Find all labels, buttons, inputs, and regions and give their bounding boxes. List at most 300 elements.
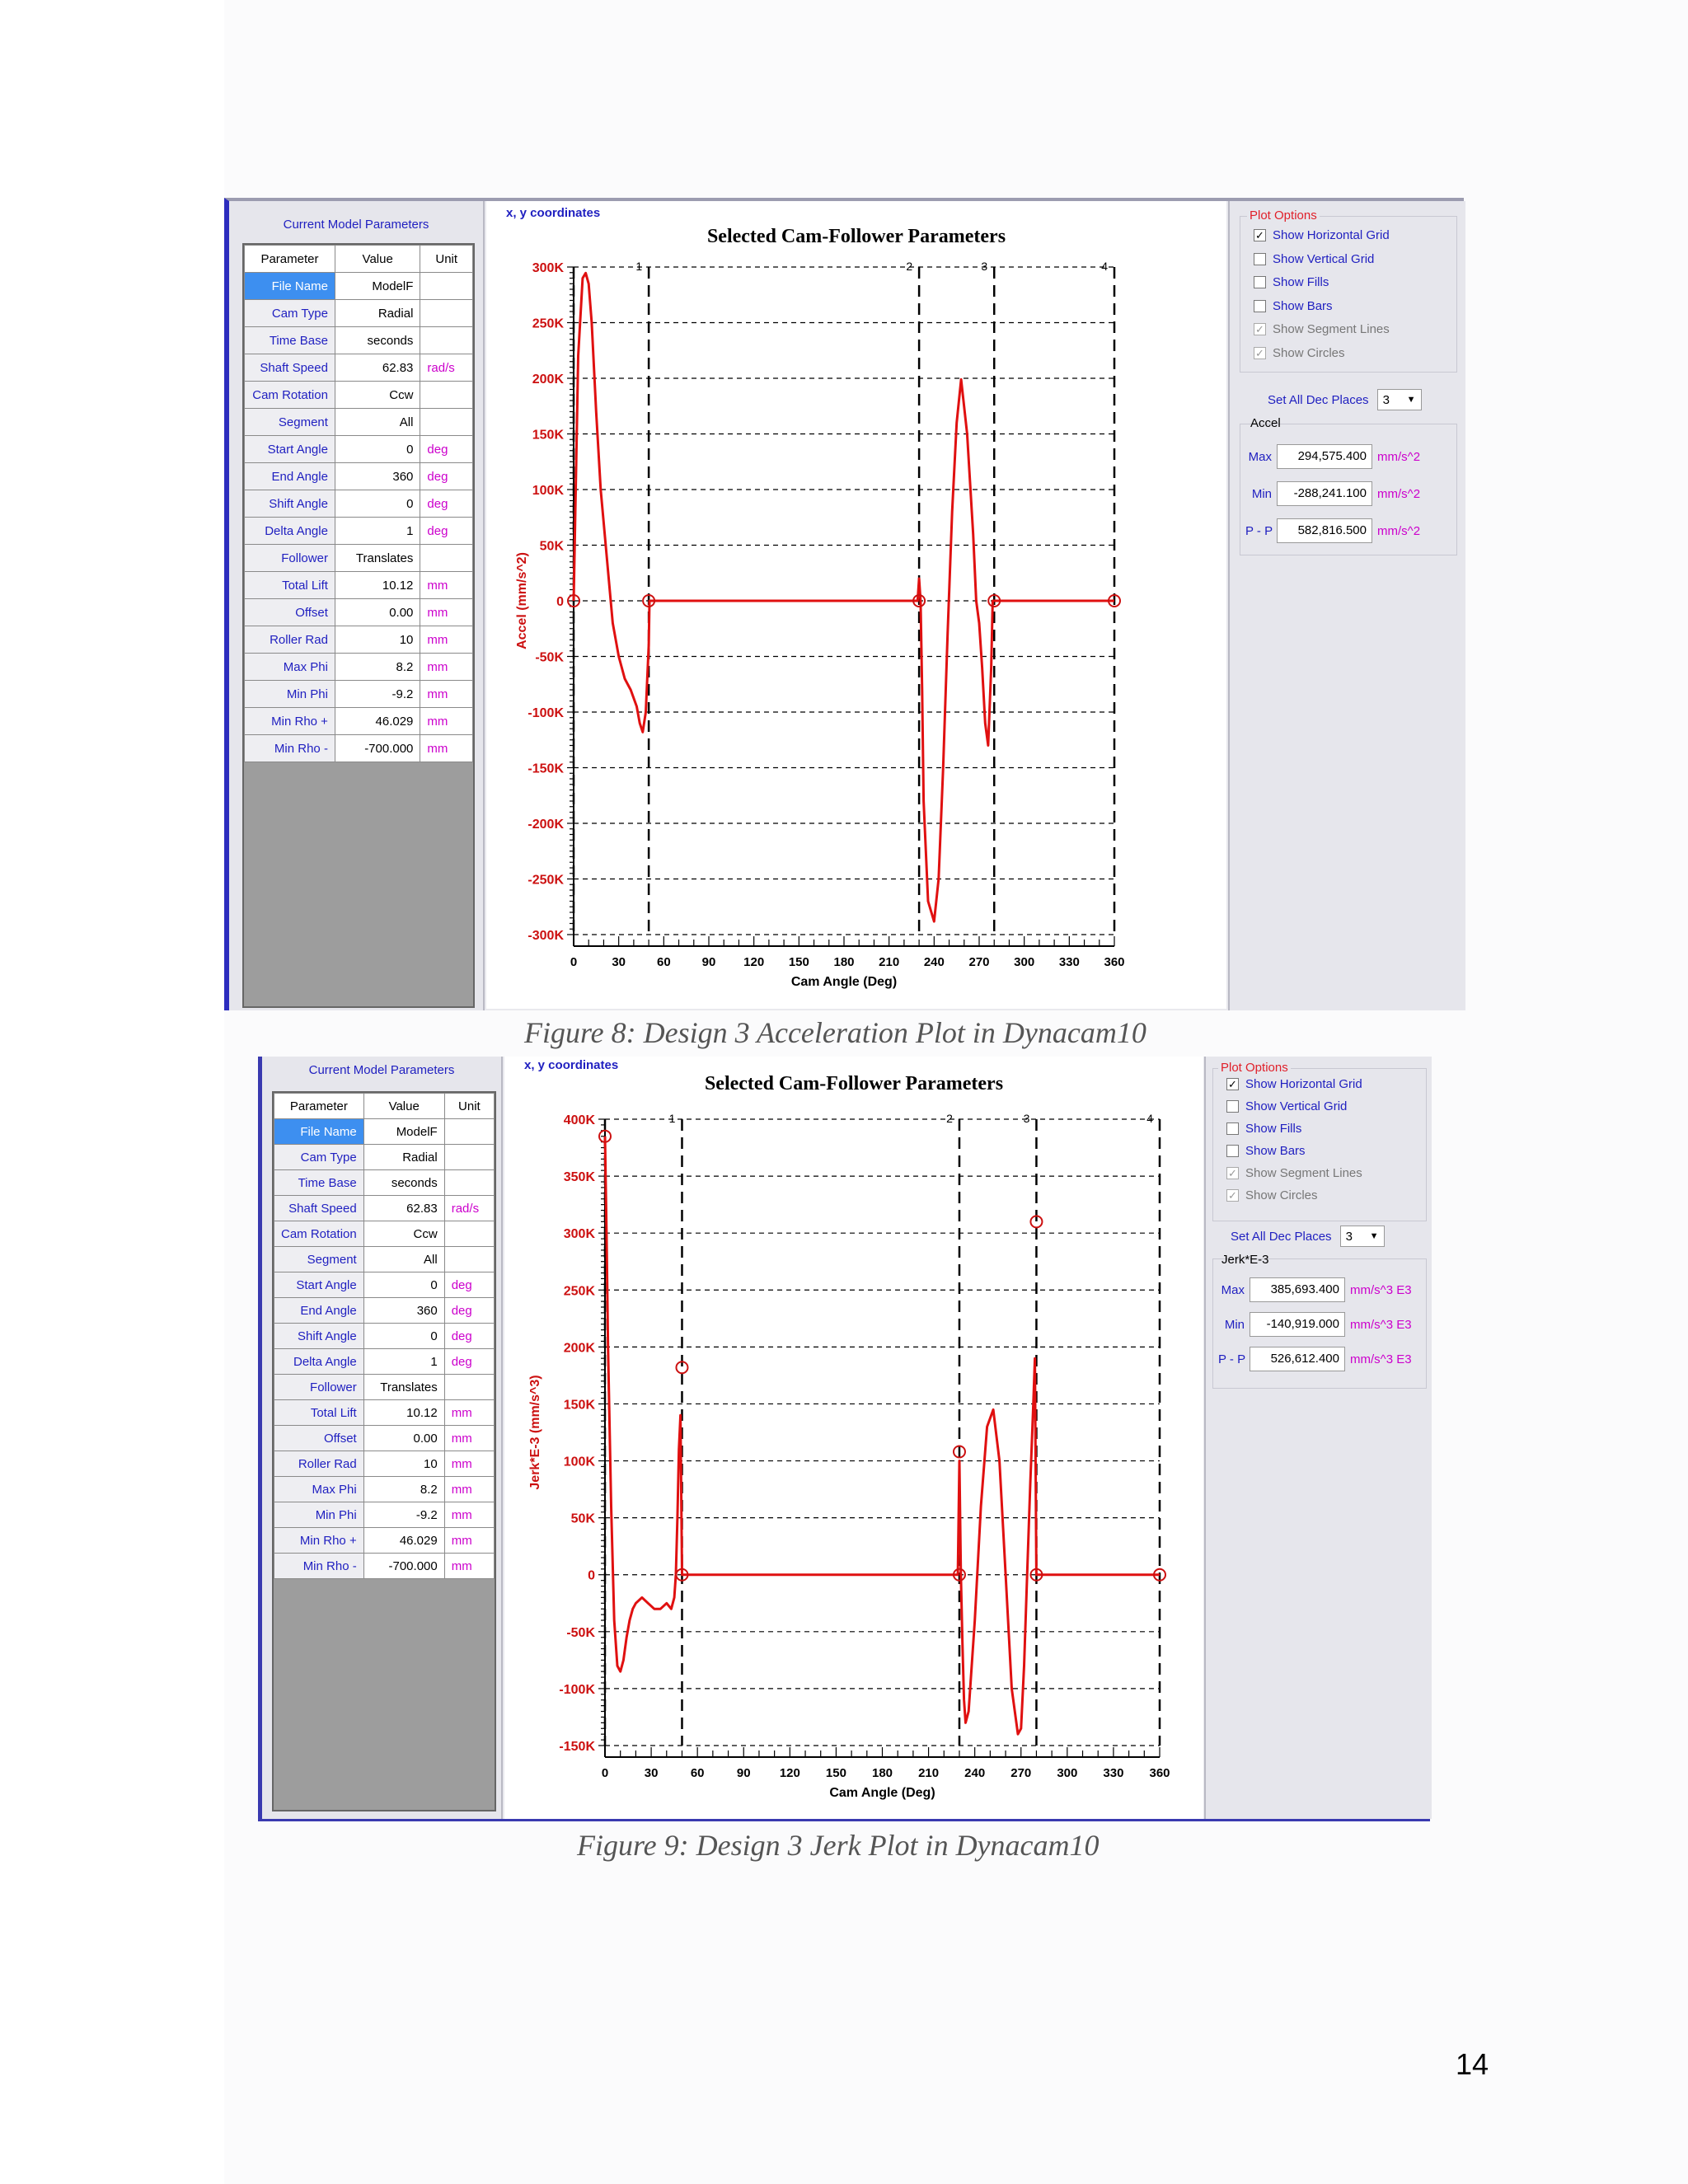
x-tick-label: 30: [612, 955, 626, 969]
param-name: Start Angle: [274, 1272, 364, 1298]
param-unit: [444, 1247, 494, 1272]
option-label: Show Horizontal Grid: [1245, 1077, 1362, 1091]
table-row[interactable]: [245, 327, 473, 354]
param-unit: [444, 1375, 494, 1400]
option-checkbox[interactable]: [1226, 1077, 1362, 1091]
y-tick-label: 400K: [563, 1113, 595, 1127]
acceleration-chart: [486, 201, 1226, 1009]
x-axis-label: Cam Angle (Deg): [790, 975, 898, 989]
param-unit: deg: [420, 463, 473, 490]
stat-unit: mm/s^2: [1377, 449, 1421, 464]
x-tick-label: 270: [968, 955, 990, 969]
y-tick-label: 300K: [563, 1227, 595, 1242]
param-unit: deg: [420, 490, 473, 518]
y-tick-label: 0: [556, 595, 564, 609]
option-checkbox[interactable]: [1254, 275, 1329, 289]
y-tick-label: 100K: [563, 1455, 595, 1469]
option-checkbox[interactable]: [1254, 252, 1374, 266]
param-unit: deg: [444, 1272, 494, 1298]
checkbox-empty-icon[interactable]: [1226, 1145, 1239, 1157]
checkbox-empty-icon[interactable]: [1254, 276, 1266, 288]
param-name: Shaft Speed: [274, 1196, 364, 1221]
x-tick-label: 30: [644, 1766, 659, 1780]
model-parameters-title: Current Model Parameters: [308, 1063, 455, 1077]
stat-value[interactable]: -140,919.000: [1250, 1312, 1345, 1337]
param-unit: mm: [420, 626, 473, 654]
param-name: Roller Rad: [274, 1451, 364, 1477]
param-value: 0.00: [363, 1426, 444, 1451]
stat-unit: mm/s^3 E3: [1350, 1282, 1412, 1297]
x-tick-label: 330: [1103, 1766, 1124, 1780]
param-value: ModelF: [363, 1119, 444, 1145]
checkbox-empty-icon[interactable]: [1254, 253, 1266, 265]
chevron-down-icon: ▼: [1369, 1231, 1379, 1241]
table-row[interactable]: [274, 1170, 495, 1196]
stat-row: [1218, 1312, 1412, 1337]
param-unit: deg: [420, 436, 473, 463]
param-value: All: [363, 1247, 444, 1272]
table-row[interactable]: [274, 1298, 495, 1324]
table-row[interactable]: [274, 1426, 495, 1451]
y-tick-label: 150K: [563, 1398, 595, 1413]
table-row[interactable]: [245, 382, 473, 409]
x-tick-label: 330: [1058, 955, 1080, 969]
stat-row: [1218, 1277, 1412, 1302]
stat-label: Min: [1251, 486, 1272, 501]
x-tick-label: 120: [779, 1766, 800, 1780]
param-name: Segment: [274, 1247, 364, 1272]
column-header: Unit: [420, 246, 473, 273]
param-unit: [444, 1221, 494, 1247]
param-name: Total Lift: [274, 1400, 364, 1426]
param-value: Translates: [335, 545, 420, 572]
param-name: Delta Angle: [274, 1349, 364, 1375]
option-label: Show Circles: [1245, 1188, 1318, 1202]
param-name: File Name: [274, 1119, 364, 1145]
checkbox-checked-icon[interactable]: ✓: [1226, 1078, 1239, 1090]
option-checkbox[interactable]: [1226, 1166, 1362, 1180]
x-tick-label: 60: [690, 1766, 705, 1780]
y-tick-label: -50K: [566, 1625, 595, 1640]
table-row[interactable]: [274, 1272, 495, 1298]
param-name: Min Rho -: [245, 735, 335, 762]
checkbox-empty-icon[interactable]: [1254, 300, 1266, 312]
param-value: Radial: [335, 300, 420, 327]
data-series-line: [574, 273, 1114, 921]
param-value: 10: [363, 1451, 444, 1477]
param-unit: [420, 382, 473, 409]
option-label: Show Fills: [1273, 275, 1329, 289]
stat-label: P - P: [1218, 1352, 1246, 1366]
param-unit: [420, 300, 473, 327]
param-unit: [420, 545, 473, 572]
column-header: Parameter: [274, 1094, 364, 1119]
param-name: File Name: [245, 273, 335, 300]
stats-label: Accel: [1250, 416, 1281, 430]
y-tick-label: 150K: [532, 428, 564, 443]
y-tick-label: -200K: [528, 818, 564, 832]
param-value: 8.2: [363, 1477, 444, 1502]
figure8-caption: Figure 8: Design 3 Acceleration Plot in Dynacam10: [524, 1016, 1146, 1049]
param-value: seconds: [335, 327, 420, 354]
y-tick-label: -100K: [559, 1682, 595, 1697]
y-tick-label: -150K: [559, 1740, 595, 1754]
param-unit: mm: [444, 1451, 494, 1477]
plot-title: Selected Cam-Follower Parameters: [706, 226, 1006, 247]
param-value: Translates: [363, 1375, 444, 1400]
param-value: ModelF: [335, 273, 420, 300]
table-row[interactable]: [274, 1528, 495, 1554]
option-checkbox[interactable]: [1254, 299, 1333, 313]
param-value: 0.00: [335, 599, 420, 626]
xy-coordinates-label: x, y coordinates: [524, 1058, 619, 1072]
param-name: Cam Type: [245, 300, 335, 327]
y-tick-label: 300K: [532, 261, 564, 275]
param-name: Offset: [245, 599, 335, 626]
param-value: 360: [335, 463, 420, 490]
param-value: 0: [363, 1272, 444, 1298]
param-unit: mm: [420, 735, 473, 762]
figure9-screenshot: [258, 1057, 1430, 1821]
table-row[interactable]: [245, 735, 473, 762]
column-header: Value: [335, 246, 420, 273]
checkbox-checked-icon[interactable]: ✓: [1254, 347, 1266, 359]
column-header: Parameter: [245, 246, 335, 273]
param-unit: deg: [444, 1298, 494, 1324]
param-unit: [420, 327, 473, 354]
stat-row: [1245, 481, 1420, 506]
xy-coordinates-label: x, y coordinates: [506, 206, 601, 220]
option-checkbox[interactable]: [1226, 1099, 1347, 1113]
stat-label: Max: [1221, 1282, 1245, 1297]
param-name: Cam Rotation: [245, 382, 335, 409]
stat-value[interactable]: 294,575.400: [1277, 444, 1372, 469]
param-name: End Angle: [245, 463, 335, 490]
param-name: Min Phi: [274, 1502, 364, 1528]
x-tick-label: 150: [788, 955, 809, 969]
checkbox-checked-icon[interactable]: ✓: [1254, 323, 1266, 335]
segment-label: 1: [668, 1112, 676, 1125]
y-tick-label: -50K: [535, 650, 564, 665]
x-tick-label: 0: [601, 1766, 609, 1780]
stat-unit: mm/s^3 E3: [1350, 1352, 1412, 1366]
y-tick-label: -250K: [528, 873, 564, 888]
param-value: 0: [335, 490, 420, 518]
param-name: Follower: [245, 545, 335, 572]
table-row[interactable]: [245, 409, 473, 436]
param-unit: rad/s: [444, 1196, 494, 1221]
plot-options-title: Plot Options: [1218, 1061, 1291, 1075]
checkbox-checked-icon[interactable]: ✓: [1226, 1167, 1239, 1179]
plot-area: [504, 1057, 1203, 1819]
table-row[interactable]: [245, 681, 473, 708]
plot-options-group: [1240, 209, 1457, 373]
stat-unit: mm/s^2: [1377, 523, 1421, 538]
x-tick-label: 180: [833, 955, 855, 969]
param-unit: mm: [444, 1528, 494, 1554]
table-row[interactable]: [245, 599, 473, 626]
dec-places-label: Set All Dec Places: [1231, 1229, 1332, 1244]
table-row[interactable]: [245, 273, 473, 300]
model-parameters-panel: [262, 1057, 503, 1819]
x-tick-label: 360: [1149, 1766, 1170, 1780]
stat-value[interactable]: 582,816.500: [1277, 518, 1372, 543]
table-row[interactable]: [274, 1451, 495, 1477]
option-checkbox[interactable]: [1226, 1122, 1301, 1136]
param-value: 62.83: [363, 1196, 444, 1221]
y-axis-label: Jerk*E-3 (mm/s^3): [528, 1375, 542, 1490]
param-value: Ccw: [363, 1221, 444, 1247]
stats-group: [1212, 1253, 1427, 1389]
segment-label: 3: [981, 260, 988, 273]
param-name: Roller Rad: [245, 626, 335, 654]
param-value: -9.2: [363, 1502, 444, 1528]
param-unit: deg: [420, 518, 473, 545]
x-tick-label: 120: [743, 955, 765, 969]
segment-label: 2: [946, 1112, 953, 1125]
y-tick-label: -300K: [528, 929, 564, 943]
option-label: Show Vertical Grid: [1245, 1099, 1348, 1113]
y-tick-label: 200K: [532, 373, 564, 387]
table-row[interactable]: [245, 518, 473, 545]
dec-places-select[interactable]: [1377, 389, 1422, 410]
plot-options-panel: [1204, 1057, 1432, 1819]
table-row[interactable]: [245, 626, 473, 654]
param-unit: [444, 1119, 494, 1145]
option-checkbox[interactable]: [1254, 346, 1345, 360]
table-row[interactable]: [274, 1502, 495, 1528]
param-value: -700.000: [335, 735, 420, 762]
param-unit: [420, 273, 473, 300]
param-name: Offset: [274, 1426, 364, 1451]
table-row[interactable]: [274, 1375, 495, 1400]
x-tick-label: 240: [923, 955, 945, 969]
option-label: Show Segment Lines: [1273, 322, 1390, 336]
param-value: 46.029: [363, 1528, 444, 1554]
plot-options-title: Plot Options: [1247, 209, 1320, 223]
param-name: Time Base: [245, 327, 335, 354]
x-tick-label: 300: [1014, 955, 1035, 969]
stat-unit: mm/s^2: [1377, 486, 1421, 501]
plot-options-panel: [1228, 201, 1465, 1010]
checkbox-empty-icon[interactable]: [1226, 1100, 1239, 1113]
table-row[interactable]: [245, 463, 473, 490]
x-axis-label: Cam Angle (Deg): [829, 1786, 935, 1800]
stat-value[interactable]: 385,693.400: [1250, 1277, 1345, 1302]
dec-places-row: [1268, 389, 1422, 410]
table-row[interactable]: [245, 654, 473, 681]
table-row[interactable]: [245, 354, 473, 382]
param-value: 1: [363, 1349, 444, 1375]
x-tick-label: 210: [879, 955, 900, 969]
param-unit: deg: [444, 1324, 494, 1349]
stat-label: P - P: [1245, 523, 1273, 538]
param-unit: rad/s: [420, 354, 473, 382]
plot-area: [486, 201, 1226, 1009]
y-tick-label: 50K: [570, 1511, 595, 1526]
plot-options-group: [1212, 1061, 1427, 1221]
x-tick-label: 240: [964, 1766, 986, 1780]
dec-places-label: Set All Dec Places: [1268, 392, 1369, 407]
option-label: Show Circles: [1273, 345, 1345, 360]
table-row[interactable]: [245, 490, 473, 518]
param-unit: mm: [444, 1426, 494, 1451]
table-row[interactable]: [245, 708, 473, 735]
param-name: Follower: [274, 1375, 364, 1400]
y-tick-label: 350K: [563, 1170, 595, 1185]
model-parameters-panel: [229, 201, 485, 1010]
param-name: Start Angle: [245, 436, 335, 463]
table-row[interactable]: [274, 1349, 495, 1375]
param-value: 1: [335, 518, 420, 545]
param-name: Total Lift: [245, 572, 335, 599]
jerk-chart: [504, 1057, 1203, 1819]
checkbox-checked-icon[interactable]: ✓: [1254, 229, 1266, 241]
option-label: Show Horizontal Grid: [1273, 228, 1390, 242]
x-tick-label: 360: [1104, 955, 1125, 969]
param-unit: mm: [444, 1400, 494, 1426]
x-tick-label: 180: [871, 1766, 893, 1780]
option-label: Show Fills: [1245, 1122, 1302, 1136]
param-name: Cam Rotation: [274, 1221, 364, 1247]
table-header-row: [274, 1094, 495, 1119]
param-value: 360: [363, 1298, 444, 1324]
stat-value[interactable]: 526,612.400: [1250, 1347, 1345, 1371]
param-name: Min Phi: [245, 681, 335, 708]
segment-label: 3: [1023, 1112, 1030, 1125]
x-tick-label: 60: [656, 955, 671, 969]
param-value: 10.12: [335, 572, 420, 599]
y-tick-label: -150K: [528, 762, 564, 776]
page-number: 14: [1456, 2047, 1489, 2081]
table-row[interactable]: [245, 572, 473, 599]
dec-places-value: 3: [1382, 392, 1390, 407]
y-tick-label: 250K: [532, 316, 564, 331]
segment-label: 1: [635, 260, 643, 273]
y-tick-label: 100K: [532, 484, 564, 498]
y-tick-label: 250K: [563, 1284, 595, 1299]
param-value: 8.2: [335, 654, 420, 681]
parameters-table: [272, 1091, 496, 1811]
option-label: Show Bars: [1273, 298, 1333, 313]
param-value: 0: [335, 436, 420, 463]
param-value: -9.2: [335, 681, 420, 708]
stat-row: [1218, 1347, 1412, 1371]
option-checkbox[interactable]: [1254, 322, 1390, 336]
figure8-screenshot: [224, 198, 1464, 1010]
stat-value[interactable]: -288,241.100: [1277, 481, 1372, 506]
param-unit: mm: [444, 1502, 494, 1528]
dec-places-value: 3: [1345, 1229, 1353, 1244]
figure9-caption: Figure 9: Design 3 Jerk Plot in Dynacam10: [577, 1829, 1100, 1862]
table-row[interactable]: [274, 1400, 495, 1426]
dec-places-select[interactable]: [1340, 1226, 1385, 1247]
param-name: Shift Angle: [274, 1324, 364, 1349]
param-value: 46.029: [335, 708, 420, 735]
table-row[interactable]: [245, 300, 473, 327]
option-label: Show Bars: [1245, 1144, 1306, 1158]
x-tick-label: 90: [701, 955, 716, 969]
param-unit: mm: [420, 599, 473, 626]
checkbox-checked-icon[interactable]: ✓: [1226, 1189, 1239, 1202]
param-unit: mm: [420, 654, 473, 681]
plot-title: Selected Cam-Follower Parameters: [704, 1073, 1004, 1094]
table-row[interactable]: [274, 1554, 495, 1579]
table-row[interactable]: [274, 1247, 495, 1272]
param-value: Radial: [363, 1145, 444, 1170]
chevron-down-icon: ▼: [1406, 395, 1416, 405]
param-name: Max Phi: [245, 654, 335, 681]
param-name: Max Phi: [274, 1477, 364, 1502]
param-name: Delta Angle: [245, 518, 335, 545]
data-series-line: [605, 1137, 1160, 1735]
param-value: 0: [363, 1324, 444, 1349]
stats-label: Jerk*E-3: [1221, 1253, 1269, 1267]
dec-places-row: [1231, 1226, 1385, 1247]
segment-label: 4: [1101, 260, 1108, 273]
x-tick-label: 300: [1057, 1766, 1078, 1780]
table-header-row: [245, 246, 473, 273]
param-name: Segment: [245, 409, 335, 436]
table-row[interactable]: [245, 545, 473, 572]
param-name: Min Rho +: [245, 708, 335, 735]
param-name: Shift Angle: [245, 490, 335, 518]
x-tick-label: 210: [918, 1766, 940, 1780]
table-row[interactable]: [274, 1145, 495, 1170]
checkbox-empty-icon[interactable]: [1226, 1122, 1239, 1135]
parameters-table: [242, 243, 475, 1008]
table-row[interactable]: [274, 1324, 495, 1349]
param-name: End Angle: [274, 1298, 364, 1324]
param-unit: [444, 1170, 494, 1196]
param-unit: mm: [444, 1554, 494, 1579]
x-tick-label: 0: [570, 955, 578, 969]
param-unit: deg: [444, 1349, 494, 1375]
table-row[interactable]: [274, 1221, 495, 1247]
table-row[interactable]: [274, 1196, 495, 1221]
x-tick-label: 270: [1010, 1766, 1032, 1780]
table-row[interactable]: [245, 436, 473, 463]
param-name: Shaft Speed: [245, 354, 335, 382]
stat-label: Max: [1248, 449, 1272, 464]
param-name: Min Rho -: [274, 1554, 364, 1579]
y-tick-label: -100K: [528, 706, 564, 720]
option-checkbox[interactable]: [1226, 1188, 1318, 1202]
stats-group: [1240, 416, 1457, 555]
x-tick-label: 150: [825, 1766, 846, 1780]
param-unit: mm: [420, 572, 473, 599]
param-unit: mm: [444, 1477, 494, 1502]
param-value: seconds: [363, 1170, 444, 1196]
option-label: Show Segment Lines: [1245, 1166, 1362, 1180]
param-unit: [444, 1145, 494, 1170]
option-checkbox[interactable]: [1226, 1144, 1306, 1158]
option-label: Show Vertical Grid: [1273, 251, 1375, 266]
table-row[interactable]: [274, 1477, 495, 1502]
param-value: 62.83: [335, 354, 420, 382]
param-value: 10: [335, 626, 420, 654]
stat-row: [1245, 444, 1420, 469]
column-header: Value: [363, 1094, 444, 1119]
param-value: All: [335, 409, 420, 436]
param-value: Ccw: [335, 382, 420, 409]
stat-unit: mm/s^3 E3: [1350, 1317, 1412, 1332]
param-name: Cam Type: [274, 1145, 364, 1170]
y-tick-label: 0: [588, 1568, 595, 1583]
table-row[interactable]: [274, 1119, 495, 1145]
option-checkbox[interactable]: [1254, 228, 1390, 242]
model-parameters-title: Current Model Parameters: [283, 218, 429, 232]
